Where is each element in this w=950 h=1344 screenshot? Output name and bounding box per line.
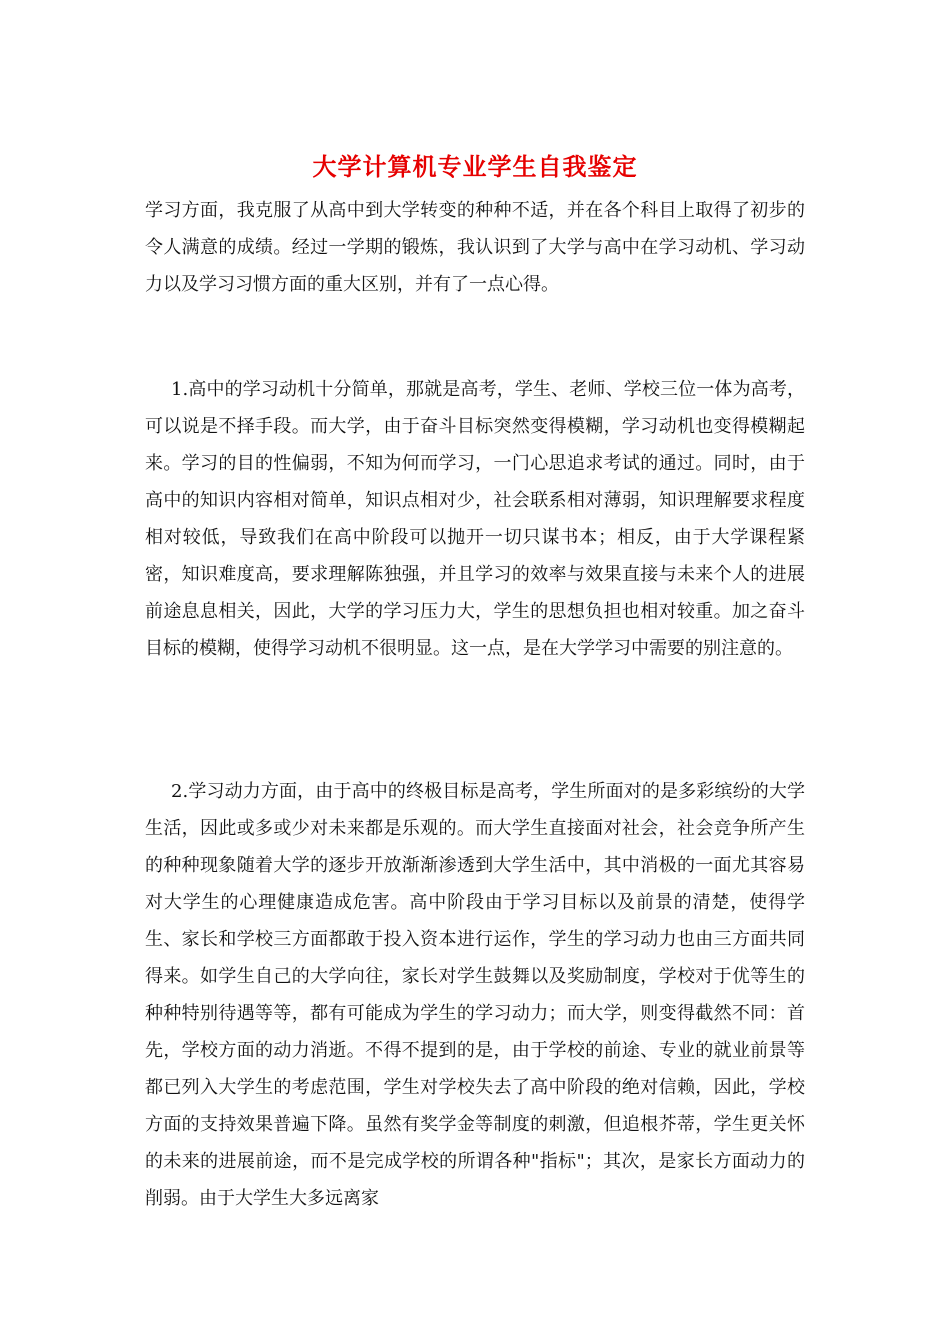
paragraph-intro: 学习方面，我克服了从高中到大学转变的种种不适，并在各个科目上取得了初步的令人满意的成绩。经过一学期的锻炼，我认识到了大学与高中在学习动机、学习动力以及学习习惯方面的重大区别，并有了一点心得。 <box>145 200 805 295</box>
paragraph-learning-motivation: 1.高中的学习动机十分简单，那就是高考，学生、老师、学校三位一体为高考，可以说是不择手段。而大学，由于奋斗目标突然变得模糊，学习动机也变得模糊起来。学习的目的性偏弱，不知为何而学习，一门心思追求考试的通过。同时，由于高中的知识内容相对简单，知识点相对少，社会联系相对薄弱，知识理解要求程度相对较低，导致我们在高中阶段可以抛开一切只谋书本；相反，由于大学课程紧密，知识难度高，要求理解陈独强，并且学习的效率与效果直接与未来个人的进展前途息息相关，因此，大学的学习压力大，学生的思想负担也相对较重。加之奋斗目标的模糊，使得学习动机不很明显。这一点，是在大学学习中需要的别注意的。 <box>145 379 805 659</box>
document-title: 大学计算机专业学生自我鉴定 <box>312 152 638 181</box>
paragraph-learning-drive: 2.学习动力方面，由于高中的终极目标是高考，学生所面对的是多彩缤纷的大学生活，因此或多或少对未来都是乐观的。而大学生直接面对社会，社会竞争所产生的种种现象随着大学的逐步开放渐渐渗透到大学生活中，其中消极的一面尤其容易对大学生的心理健康造成危害。高中阶段由于学习目标以及前景的清楚，使得学生、家长和学校三方面都敢于投入资本进行运作，学生的学习动力也由三方面共同得来。如学生自己的大学向往，家长对学生鼓舞以及奖励制度，学校对于优等生的种种特别待遇等等，都有可能成为学生的学习动力；而大学，则变得截然不同：首先，学校方面的动力消逝。不得不提到的是，由于学校的前途、专业的就业前景等都已列入大学生的考虑范围，学生对学校失去了高中阶段的绝对信赖，因此，学校方面的支持效果普遍下降。虽然有奖学金等制度的刺激，但追根芥蒂，学生更关怀的未来的进展前途，而不是完成学校的所谓各种"指标"；其次，是家长方面动力的削弱。由于大学生大多远离家 <box>145 781 805 1209</box>
